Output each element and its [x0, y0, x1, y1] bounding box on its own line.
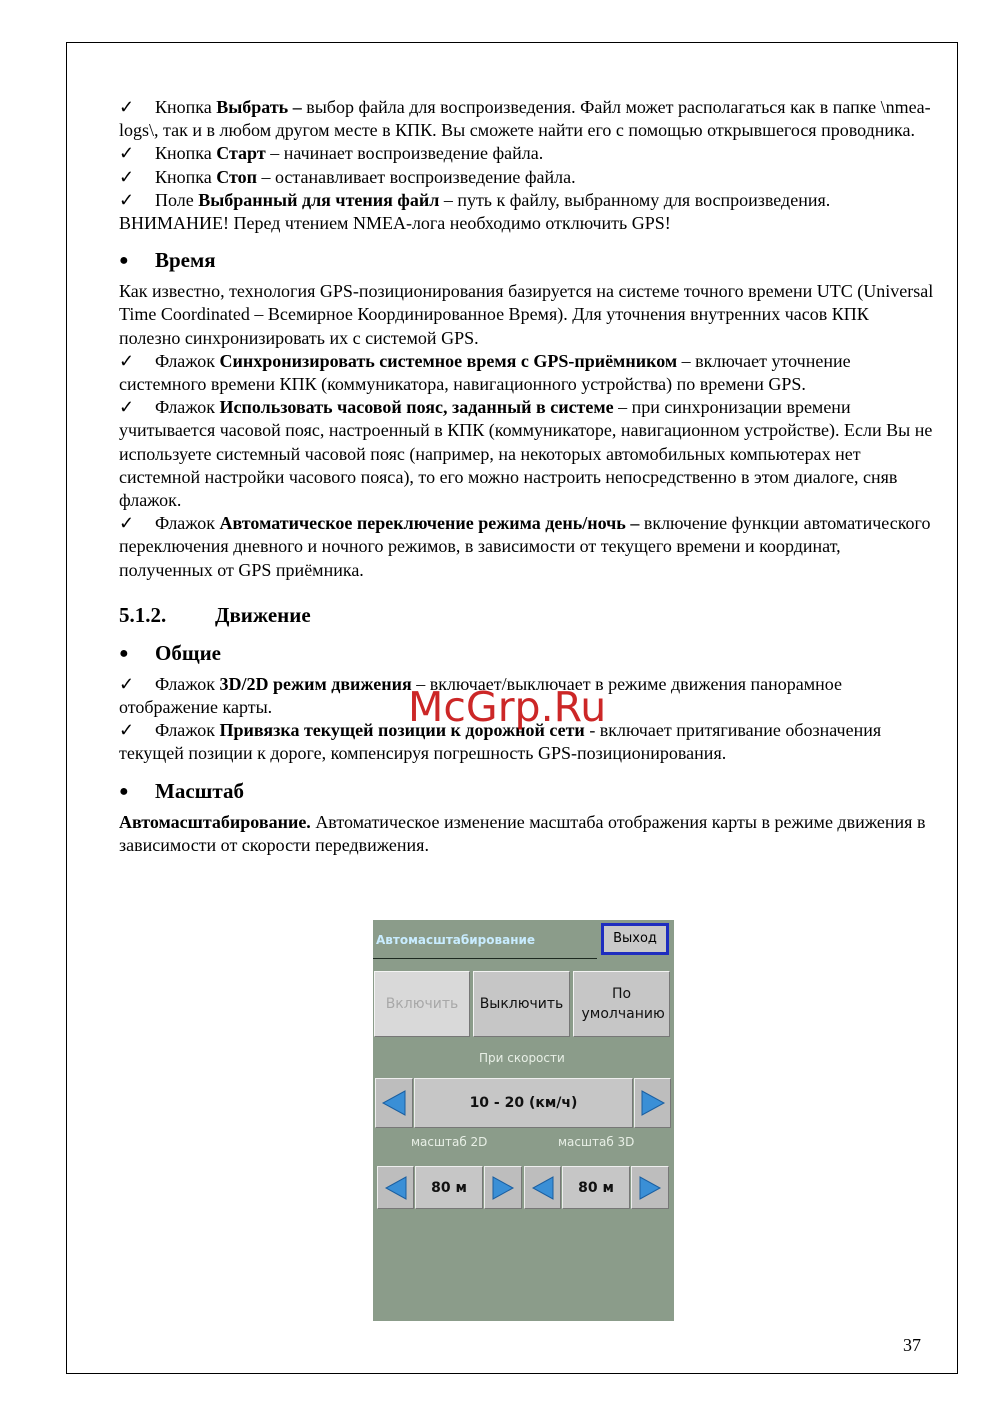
- speed-next-button[interactable]: [634, 1078, 671, 1128]
- list-item: ✓ Флажок Использовать часовой пояс, заданный в системе – при синхронизации времени учитывается часовой пояс, настроенный в КПК (коммуникаторе, навигационном устройстве). Если Вы не используете системный часовой пояс (например, на некоторых автомобильных компьютерах нет системной настройки часового пояса), то его можно настроить непосредственно в этом диалоге, сняв флажок.: [119, 397, 933, 511]
- checkmark-icon: ✓: [119, 397, 135, 418]
- checkmark-icon: ✓: [119, 673, 135, 694]
- checkmark-icon: ✓: [119, 513, 135, 534]
- speed-value: 10 - 20 (км/ч): [414, 1078, 633, 1128]
- dialog-title: Автомасштабирование: [376, 933, 536, 947]
- scale-3d-value: 80 м: [562, 1166, 630, 1209]
- list-item: ✓ Флажок Автоматическое переключение режима день/ночь – включение функции автоматического переключения дневного и ночного режимов, в зависимости от текущего времени и координат, полученных от GPS приёмника.: [119, 513, 931, 580]
- arrow-right-icon: [640, 1089, 666, 1117]
- speed-prev-button[interactable]: [375, 1078, 413, 1128]
- checkmark-icon: ✓: [119, 143, 135, 164]
- paragraph: Автомасштабирование. Автоматическое изменение масштаба отображения карты в режиме движения в зависимости от скорости передвижения.: [119, 811, 926, 855]
- checkmark-icon: ✓: [119, 350, 135, 371]
- checkmark-icon: ✓: [119, 720, 135, 741]
- list-item: ✓ Кнопка Стоп – останавливает воспроизведение файла.: [119, 166, 934, 189]
- arrow-left-icon: [381, 1089, 407, 1117]
- scale-2d-label: масштаб 2D: [411, 1135, 488, 1149]
- arrow-left-icon: [531, 1175, 555, 1201]
- speed-label: При скорости: [479, 1051, 565, 1065]
- list-item: ✓ Кнопка Выбрать – выбор файла для воспроизведения. Файл может располагаться как в папке \nmea-logs\, так и в любом другом месте в КПК. Вы сможете найти его с помощью открывшегося проводника.: [119, 97, 931, 141]
- checkmark-icon: ✓: [119, 166, 135, 187]
- arrow-left-icon: [384, 1175, 408, 1201]
- document-body: [119, 96, 934, 857]
- scale-3d-label: масштаб 3D: [558, 1135, 635, 1149]
- watermark: McGrp.Ru: [408, 683, 607, 731]
- list-item: ✓ Поле Выбранный для чтения файл – путь к файлу, выбранному для воспроизведения.: [119, 189, 934, 212]
- heading-scale: ● Масштаб: [119, 778, 244, 803]
- checkmark-icon: ✓: [119, 189, 135, 210]
- bullet-icon: ●: [119, 782, 129, 800]
- arrow-right-icon: [638, 1175, 662, 1201]
- bullet-icon: ●: [119, 252, 129, 270]
- list-item: ✓ Кнопка Старт – начинает воспроизведение файла.: [119, 142, 934, 165]
- scale-2d-value: 80 м: [415, 1166, 483, 1209]
- scale-2d-next-button[interactable]: [484, 1166, 522, 1209]
- warning-text: ВНИМАНИЕ! Перед чтением NMEA-лога необходимо отключить GPS!: [119, 213, 671, 234]
- title-divider: [373, 958, 597, 959]
- list-item: ✓ Флажок Синхронизировать системное время с GPS-приёмником – включает уточнение системного времени КПК (коммуникатора, навигационного устройства) по времени GPS.: [119, 350, 851, 395]
- disable-button[interactable]: Выключить: [473, 971, 570, 1037]
- device-screenshot: [373, 920, 674, 1321]
- arrow-right-icon: [491, 1175, 515, 1201]
- list-item: ✓ Флажок Привязка текущей позиции к дорожной сети - включает притягивание обозначения текущей позиции к дороге, компенсируя погрешность GPS-позиционирования.: [119, 720, 882, 764]
- scale-3d-prev-button[interactable]: [524, 1166, 561, 1209]
- scale-3d-next-button[interactable]: [631, 1166, 669, 1209]
- list-item: ✓ Флажок 3D/2D режим движения – включает/выключает в режиме движения панорамное отображение карты.: [119, 673, 843, 718]
- exit-button[interactable]: Выход: [601, 923, 669, 955]
- page-number: 37: [903, 1335, 921, 1355]
- heading-general: ● Общие: [119, 640, 221, 665]
- scale-2d-prev-button[interactable]: [377, 1166, 414, 1209]
- paragraph: Как известно, технология GPS-позиционирования базируется на системе точного времени UTC (Universal Time Coordinated – Всемирное Координированное Время). Для уточнения внутренних часов КПК полезно синхронизировать их с системой GPS.: [119, 281, 934, 348]
- checkmark-icon: ✓: [119, 97, 135, 117]
- heading-time: ● Время: [119, 248, 216, 273]
- default-button[interactable]: По умолчанию: [573, 971, 670, 1037]
- section-heading-motion: 5.1.2. Движение: [119, 602, 311, 627]
- bullet-icon: ●: [119, 644, 129, 662]
- enable-button[interactable]: Включить: [374, 971, 470, 1037]
